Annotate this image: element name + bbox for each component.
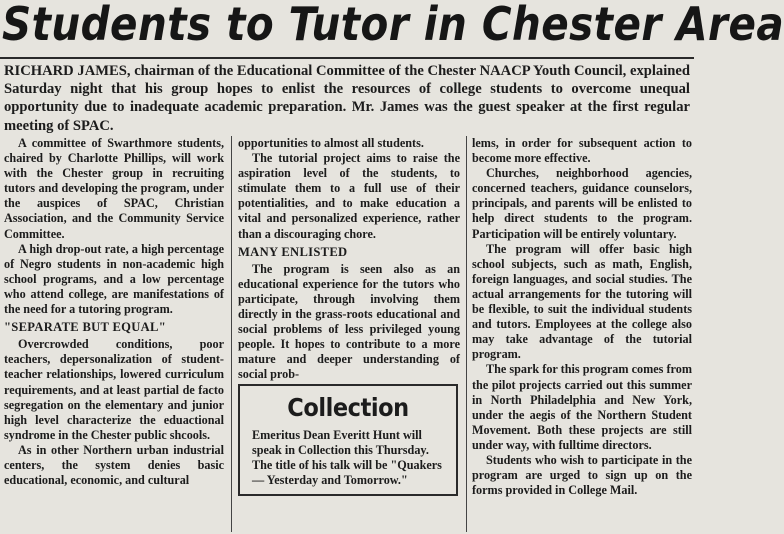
collection-notice-box — [238, 384, 458, 496]
paragraph: The tutorial project aims to raise the aspiration level of the students, to stimulate them to a full use of their potentialities, and to make education a vital and personalized experience, rather than a discouraging chore. — [238, 151, 460, 241]
headline-rule — [0, 57, 694, 59]
subheading: "SEPARATE BUT EQUAL" — [4, 320, 167, 335]
article-column-3 — [472, 136, 692, 498]
column-divider — [231, 136, 232, 532]
paragraph: Students who wish to participate in the program are urged to sign up on the forms provided in College Mail. — [472, 452, 692, 498]
article-column-1 — [4, 136, 224, 488]
paragraph: The program is seen also as an educational experience for the tutors who participate, through involving them directly in the grass-roots educational and social problems of less privileged young people. It hopes to contribute to a more mature and deeper understanding of social prob- — [238, 261, 460, 382]
paragraph: As in other Northern urban industrial centers, the system denies basic educational, economic, and cultural — [4, 442, 224, 488]
paragraph: Churches, neighborhood agencies, concerned teachers, guidance counselors, principals, and parents will be enlisted to help direct students to the program. Participation will be entirely voluntary. — [472, 166, 692, 241]
paragraph: opportunities to almost all students. — [238, 136, 424, 150]
paragraph: The program will offer basic high school subjects, such as math, English, foreign languages, and social studies. The actual arrangements for the tutoring will be flexible, to suit the individual students and tutors. Employees at the college also may take advantage of the tutorial program. — [472, 241, 692, 362]
subheading: MANY ENLISTED — [238, 244, 348, 259]
paragraph: lems, in order for subsequent action to become more effective. — [472, 136, 692, 166]
paragraph: A committee of Swarthmore students, chaired by Charlotte Phillips, will work with the Chester group in recruiting tutors and developing the program, under the auspices of SPAC, Christian Association, and the Community Service Committee. — [4, 136, 224, 241]
paragraph: A high drop-out rate, a high percentage of Negro students in non-academic high school programs, and a low percentage who attend college, are manifestations of the need for a tutoring program. — [4, 241, 224, 317]
column-divider — [466, 136, 467, 532]
lead-paragraph: RICHARD JAMES, chairman of the Educational Committee of the Chester NAACP Youth Council, explained Saturday night that his group hopes to enlist the resources of college students to overcome unequal opportunity due to inadequate academic preparation. Mr. James was the guest speaker at the first regular meeting of SPAC. — [4, 63, 690, 134]
headline: Students to Tutor in Chester Area — [2, 0, 784, 51]
box-title: Collection — [287, 393, 409, 422]
paragraph: The spark for this program comes from the pilot projects carried out this summer in North Philadelphia and New York, under the aegis of the Northern Student Movement. Both these projects are still under way, with fulltime directors. — [472, 362, 692, 452]
article-column-2 — [238, 136, 460, 383]
box-text: Emeritus Dean Everitt Hunt will speak in Collection this Thursday. The title of his talk will be "Quakers — Yesterday and Tomorrow." — [252, 428, 442, 488]
paragraph: Overcrowded conditions, poor teachers, depersonalization of student-teacher relationships, lowered curriculum requirements, and at least partial de facto segregation on the elementary and junior high level characterize the eduactional syndrome in the Chester public shcools. — [4, 337, 224, 442]
